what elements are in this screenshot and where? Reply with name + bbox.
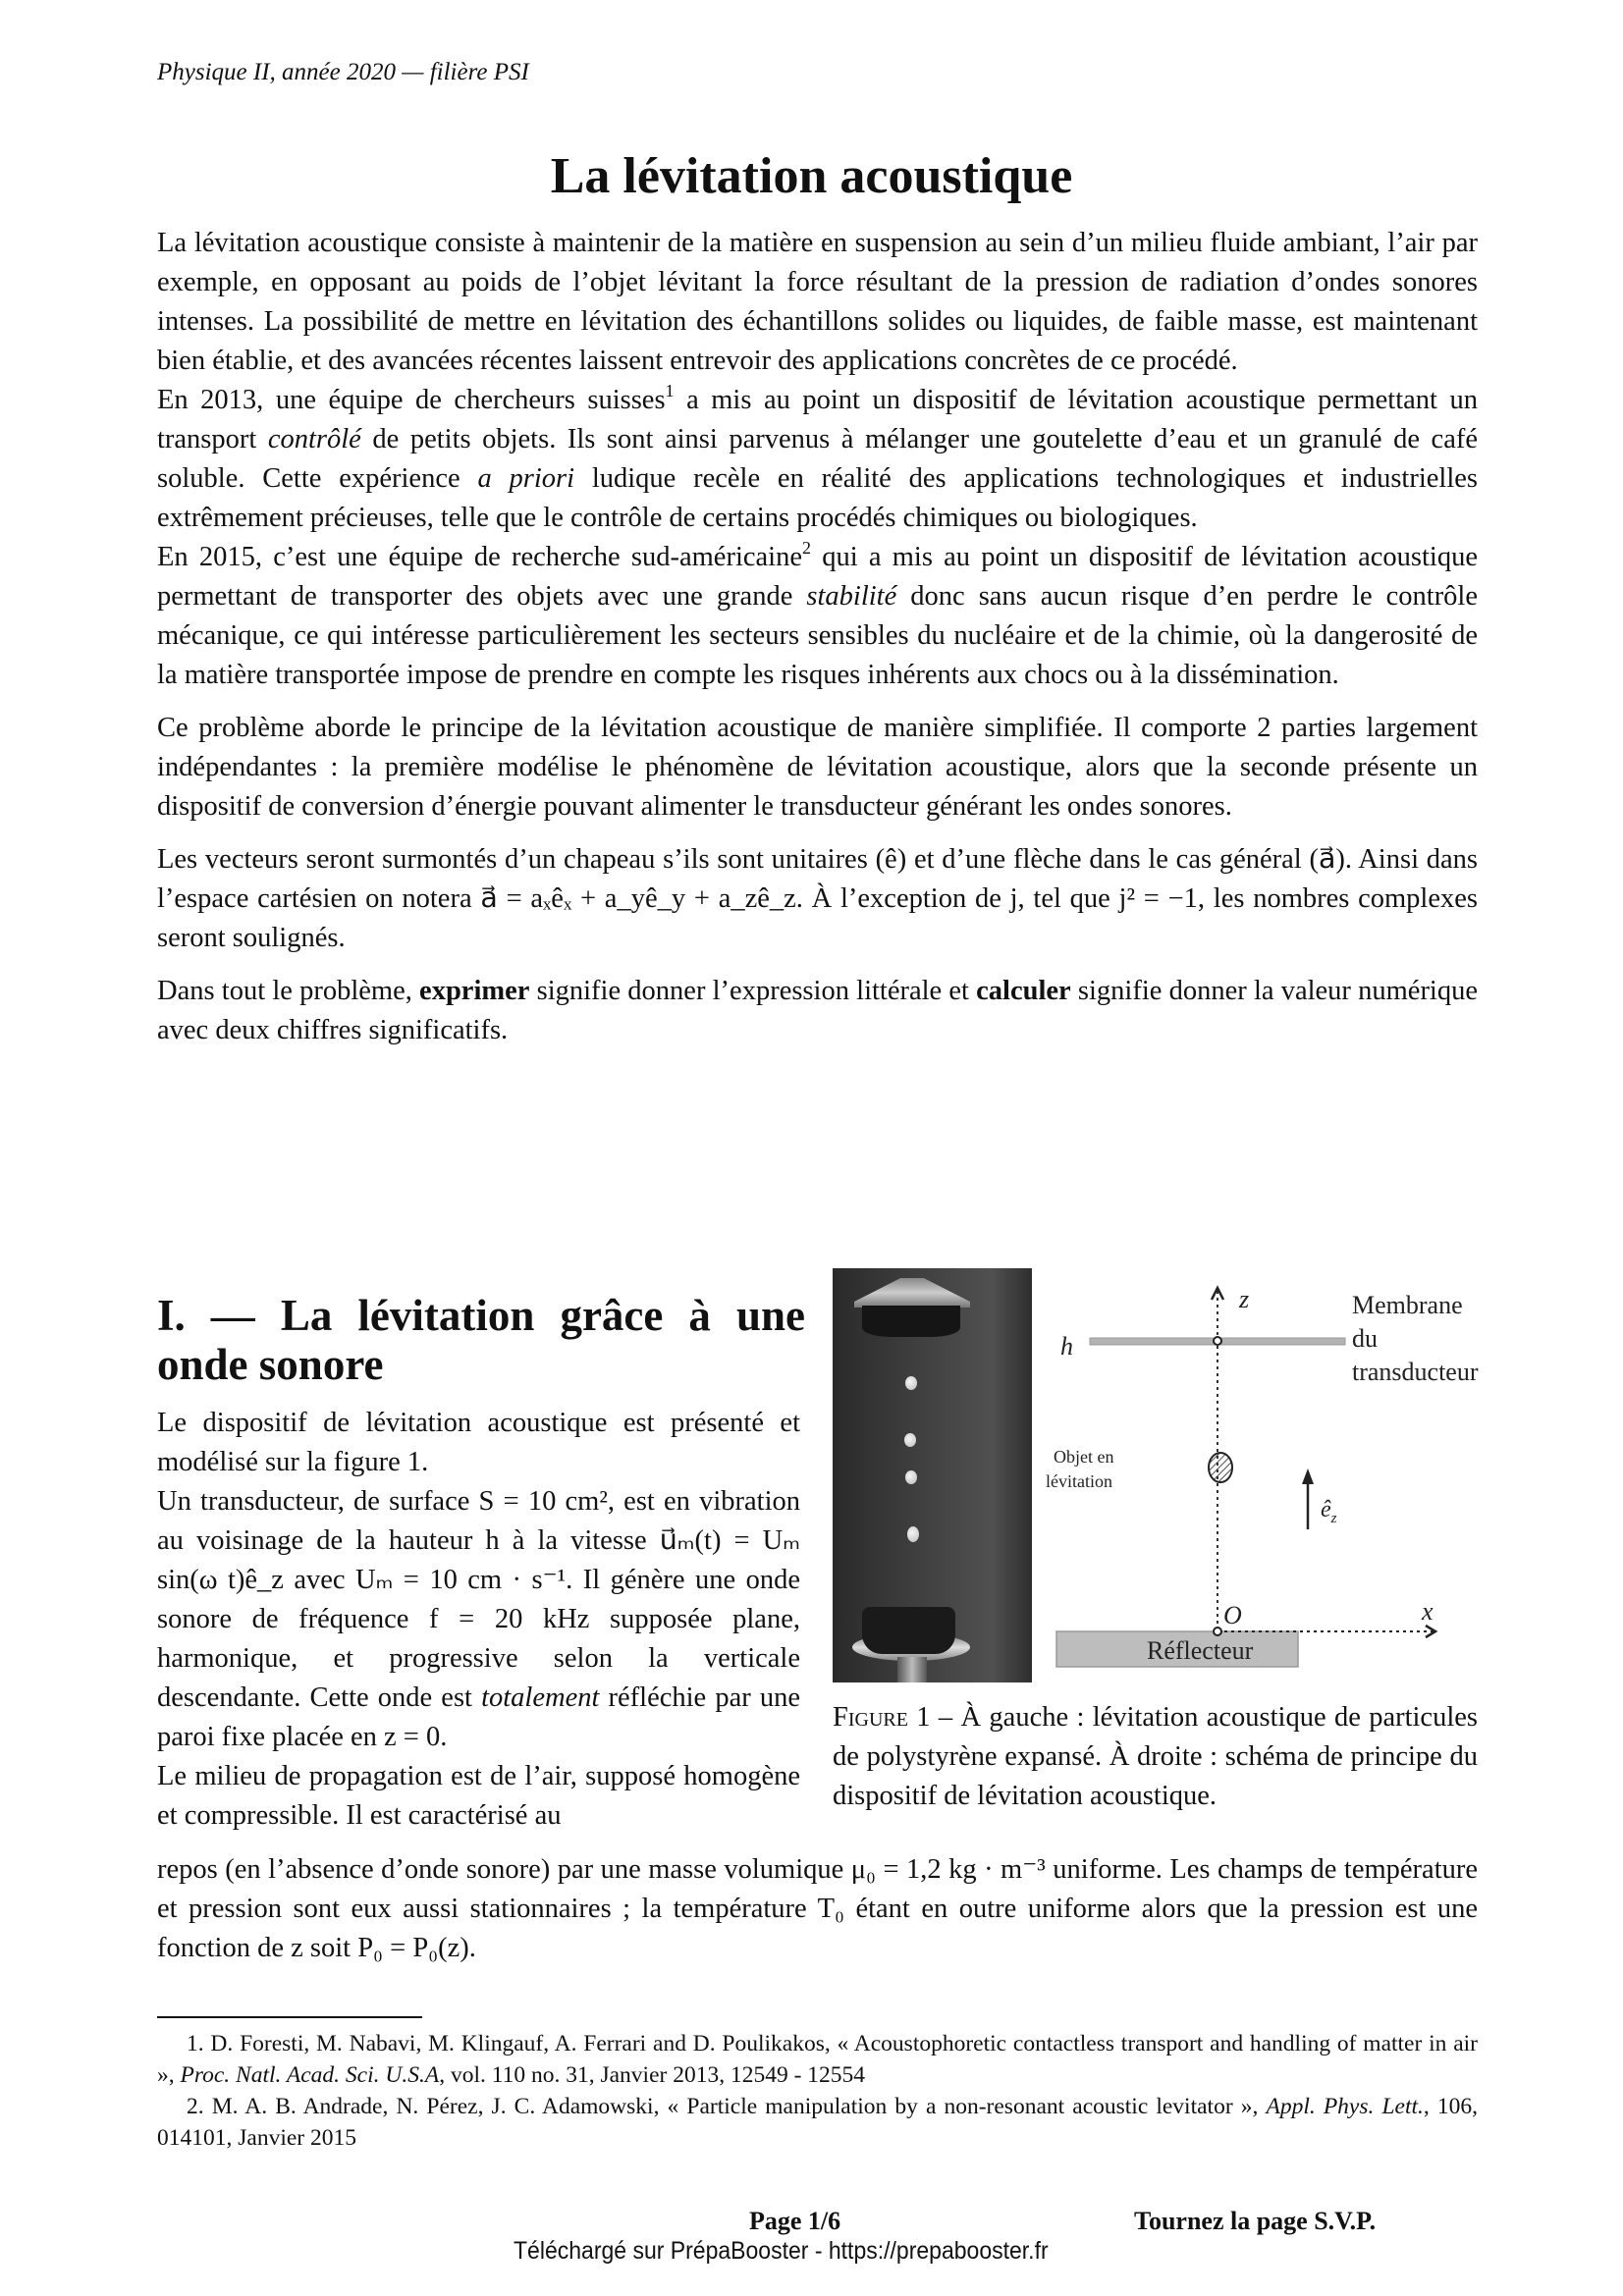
levitation-photo [833, 1268, 1032, 1682]
object-label-line2: lévitation [1046, 1471, 1112, 1491]
h-label: h [1060, 1332, 1073, 1361]
section-1-continued-text: repos (en l’absence d’onde sonore) par une masse volumique μ₀ = 1,2 kg · m⁻³ uniforme. Les champs de température et pression sont eux aussi stationnaires ; la température T₀ étant en outre uniforme alors que la pression est une fonction de z soit P₀ = P₀(z). [157, 1854, 1478, 1963]
conventions-paragraph: Dans tout le problème, exprimer signifie donner l’expression littérale et calculer signifie donner la valeur numérique avec deux chiffres significatifs. [157, 976, 1478, 1045]
transducer-horn [854, 1278, 970, 1308]
intro-paragraph-3: En 2015, c’est une équipe de recherche sud-américaine$^2$ qui a mis au point un dispositif de lévitation acoustique permettant de transporter des objets avec une grande stabilité donc sans aucun risque d’en perdre le contrôle mécanique, ce qui intéresse particulièrement les secteurs sensibles du nucléaire et de la chimie, où la dangerosité de la matière transportée impose de prendre en compte les risques inhérents aux chocs ou à la dissémination. [157, 538, 1479, 690]
footnote-2: 2. M. A. B. Andrade, N. Pérez, J. C. Adamowski, « Particle manipulation by a non-resonant acoustic levitator », Appl. Phys. Lett., 106, 014101, Janvier 2015 [157, 2094, 1478, 2151]
reflector-stem [897, 1657, 927, 1682]
section-1-heading: I. — La lévitation grâce à une onde sonore [157, 1291, 805, 1389]
section-1-column-text [157, 1404, 800, 1836]
membrane-label-line1: Membrane [1352, 1291, 1463, 1319]
download-source-link[interactable]: Téléchargé sur PrépaBooster - https://prepabooster.fr [514, 2237, 1049, 2265]
polystyrene-bead [905, 1376, 917, 1390]
levitation-schema [1031, 1266, 1492, 1679]
running-header: Physique II, année 2020 — filière PSI [157, 59, 529, 85]
introduction [157, 224, 1478, 1050]
intro-paragraph-4: Ce problème aborde le principe de la lévitation acoustique de manière simplifiée. Il comporte 2 parties largement indépendantes : la première modélise le phénomène de lévitation acoustique, alors que la seconde présente un dispositif de conversion d’énergie pouvant alimenter le transducteur générant les ondes sonores. [157, 713, 1478, 822]
footnote-divider [157, 2016, 422, 2018]
polystyrene-bead [907, 1526, 919, 1542]
polystyrene-bead [905, 1470, 917, 1484]
origin-label: O [1223, 1601, 1242, 1629]
x-axis-label: x [1422, 1597, 1434, 1626]
section-1-paragraph-1: Le dispositif de lévitation acoustique est présenté et modélisé sur la figure 1. [157, 1408, 800, 1477]
notation-paragraph: Les vecteurs seront surmontés d’un chapeau s’ils sont unitaires (ê) et d’une flèche dans le cas général (a⃗). Ainsi dans l’espace cartésien on notera a⃗ = aₓêₓ + a_yê_y + a_zê_z. À l’exception de j, tel que j² = −1, les nombres complexes seront soulignés. [157, 844, 1478, 953]
membrane-center-point [1214, 1337, 1221, 1345]
figure-label: Figure 1 [833, 1702, 931, 1733]
intro-paragraph-1: La lévitation acoustique consiste à maintenir de la matière en suspension au sein d’un milieu fluide ambiant, l’air par exemple, en opposant au poids de l’objet lévitant la force résultant de la pression de radiation d’ondes sonores intenses. La possibilité de mettre en lévitation des échantillons solides ou liquides, de faible masse, est maintenant bien établie, et des avancées récentes laissent entrevoir des applications concrètes de ce procédé. [157, 228, 1478, 376]
membrane-label-line3: transducteur [1352, 1358, 1479, 1386]
foam-bottom [862, 1607, 955, 1654]
z-axis-label: z [1239, 1285, 1250, 1313]
origin-point [1214, 1628, 1221, 1635]
turn-page-notice: Tournez la page S.V.P. [1134, 2207, 1377, 2235]
reflector-label: Réflecteur [1147, 1636, 1254, 1665]
polystyrene-bead [904, 1433, 916, 1447]
section-1-paragraph-2: Un transducteur, de surface S = 10 cm², est en vibration au voisinage de la hauteur h à la vitesse u⃗ₘ(t) = Uₘ sin(ω t)ê_z avec Uₘ = 10 cm · s⁻¹. Il génère une onde sonore de fréquence f = 20 kHz supposée plane, harmonique, et progressive selon la verticale descendante. Cette onde est totalement réfléchie par une paroi fixe placée en z = 0. [157, 1486, 800, 1752]
figure-1-caption: Figure 1 – À gauche : lévitation acoustique de particules de polystyrène expansé. À droite : schéma de principe du dispositif de lévitation acoustique. [833, 1702, 1478, 1811]
object-label-line1: Objet en [1054, 1447, 1114, 1467]
page-number: Page 1/6 [749, 2207, 841, 2235]
page-title: La lévitation acoustique [550, 148, 1073, 204]
membrane-label-line2: du [1352, 1324, 1378, 1353]
ez-arrowhead-icon [1302, 1468, 1314, 1484]
foam-top [862, 1306, 960, 1337]
footnote-ref-2[interactable]: 2 [802, 538, 811, 558]
footnote-ref-1[interactable]: 1 [665, 381, 675, 400]
intro-paragraph-2: En 2013, une équipe de chercheurs suisses$^1$ a mis au point un dispositif de lévitation acoustique permettant un transport contrôlé de petits objets. Ils sont ainsi parvenus à mélanger une goutelette d’eau et un granulé de café soluble. Cette expérience a priori ludique recèle en réalité des applications technologiques et industrielles extrêmement précieuses, telle que le contrôle de certains procédés chimiques ou biologiques. [157, 381, 1478, 533]
section-1-paragraph-3: Le milieu de propagation est de l’air, supposé homogène et compressible. Il est caractérisé au [157, 1761, 800, 1831]
levitating-object [1209, 1453, 1232, 1482]
footnote-1: 1. D. Foresti, M. Nabavi, M. Klingauf, A. Ferrari and D. Poulikakos, « Acoustophoretic contactless transport and handling of matter in air », Proc. Natl. Acad. Sci. U.S.A, vol. 110 no. 31, Janvier 2013, 12549 - 12554 [157, 2031, 1478, 2088]
footnotes [157, 2028, 1478, 2154]
ez-label: $ê_z$ [1321, 1497, 1337, 1526]
